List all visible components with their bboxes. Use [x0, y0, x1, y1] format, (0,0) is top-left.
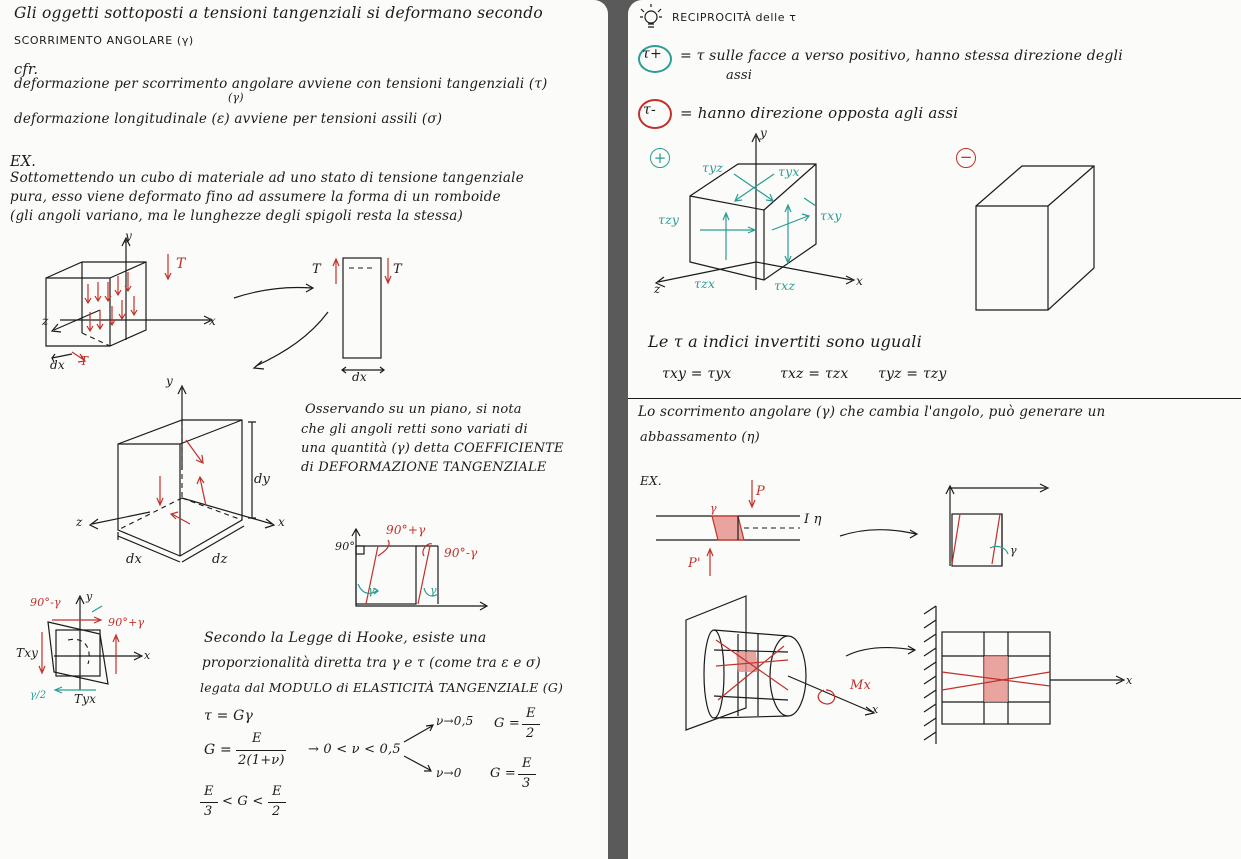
cube-tau-xz: τxz: [774, 278, 796, 293]
beam-p: P: [756, 484, 765, 499]
fig5-half-gamma: γ/2: [30, 690, 47, 701]
fig5-tau-yx: Tyx: [74, 692, 97, 706]
hooke-line-2: proporzionalità diretta tra γ e τ (come tra ε e σ): [202, 655, 541, 671]
fig3-axis-y: y: [166, 374, 173, 388]
fig5-tau-xy: Txy: [16, 646, 39, 660]
fig1-axis-z: z: [42, 314, 49, 328]
obs-line-2: che gli angoli retti sono variati di: [301, 422, 528, 437]
ex-label-right: EX.: [640, 474, 662, 488]
tau-minus-symbol: τ-: [643, 102, 656, 118]
fig4-angle-minus: 90°-γ: [444, 546, 478, 560]
formula-g-num: E: [252, 731, 262, 746]
fig3-dy: dy: [254, 472, 271, 487]
left-notebook-page: [0, 0, 608, 859]
bound-mid: < G <: [222, 794, 264, 809]
fig1-axis-x: x: [209, 314, 216, 328]
fig1-tau: T: [176, 256, 186, 272]
shaft-mx: Mx: [850, 678, 872, 693]
eq-1: τxy = τyx: [662, 366, 732, 382]
hooke-line-3: legata dal MODULO di ELASTICITÀ TANGENZIALE (G): [200, 680, 564, 695]
bound-bar-1: [200, 802, 218, 803]
fig3-axis-x: x: [278, 515, 285, 529]
tau-plus-symbol: τ+: [642, 46, 662, 62]
cfr-label: cfr.: [14, 62, 39, 78]
formula-upper-g: G =: [494, 716, 521, 731]
cube-axis-z: z: [654, 282, 661, 296]
formula-lower: ν→0: [436, 766, 462, 780]
cube-axis-y: y: [760, 126, 767, 140]
formula-tau: τ = Gγ: [204, 708, 254, 724]
cube-tau-yx: τyx: [778, 164, 800, 179]
right-notebook-page: [628, 0, 1241, 859]
formula-upper: ν→0,5: [436, 714, 474, 728]
ex-label: EX.: [10, 154, 37, 170]
slide-line-1: Lo scorrimento angolare (γ) che cambia l'angolo, può generare un: [638, 404, 1106, 420]
bound-num-2: E: [272, 784, 282, 799]
def-angolare-sub: (γ): [228, 91, 244, 104]
formula-lower-g: G =: [490, 766, 517, 781]
formula-lower-bar: [518, 774, 536, 775]
bound-den-2: 2: [272, 804, 281, 819]
minus-circle-icon: −: [956, 148, 976, 168]
tau-plus-text-2: assi: [726, 68, 753, 83]
beam-label: I η: [804, 512, 822, 527]
fig4-angle-90: 90°: [335, 540, 356, 553]
plus-circle-icon: +: [650, 148, 670, 168]
def-angolare: deformazione per scorrimento angolare avviene con tensioni tangenziali (τ): [14, 76, 548, 92]
fig5-axis-x: x: [144, 649, 151, 662]
cube-tau-zy: τzy: [658, 212, 680, 227]
fig2-tau-left: T: [312, 262, 321, 277]
formula-upper-bar: [522, 724, 540, 725]
formula-range: → 0 < ν < 0,5: [308, 742, 401, 757]
hooke-line-1: Secondo la Legge di Hooke, esiste una: [204, 630, 487, 646]
bound-num-1: E: [204, 784, 214, 799]
fig4-gamma-right: γ: [430, 584, 437, 597]
fig2-dx: dx: [352, 370, 367, 384]
intro-line-2: SCORRIMENTO ANGOLARE (γ): [14, 34, 194, 47]
fig1-dx: dx: [50, 358, 65, 372]
obs-line-4: di DEFORMAZIONE TANGENZIALE: [301, 460, 547, 475]
obs-line-3: una quantità (γ) detta COEFFICIENTE: [301, 441, 564, 456]
shaft-axis-x: x: [872, 703, 879, 716]
formula-upper-num: E: [526, 706, 536, 721]
intro-line-1: Gli oggetti sottoposti a tensioni tangenziali si deformano secondo: [14, 4, 543, 22]
formula-lower-num: E: [522, 756, 532, 771]
fig5-angle-plus: 90°+γ: [108, 616, 145, 629]
tau-minus-text: = hanno direzione opposta agli assi: [680, 104, 959, 122]
cube-tau-zx: τzx: [694, 276, 716, 291]
fig5-axis-y: y: [86, 590, 93, 603]
beam-gamma: γ: [710, 502, 717, 515]
fig2-tau-right: T: [393, 262, 402, 277]
formula-lower-den: 3: [522, 776, 531, 791]
equal-line: Le τ a indici invertiti sono uguali: [648, 332, 922, 351]
shaft-right-axis-x: x: [1126, 674, 1133, 687]
fig1-tau-small: T: [80, 354, 89, 368]
ex-line-2: pura, esso viene deformato fino ad assumere la forma di un romboide: [10, 189, 501, 205]
fig3-axis-z: z: [76, 515, 83, 529]
obs-line-1: Osservando su un piano, si nota: [305, 402, 522, 417]
cube-tau-yz: τyz: [702, 160, 724, 175]
fig1-axis-y: y: [125, 229, 132, 243]
tau-plus-text: = τ sulle facce a verso positivo, hanno stessa direzione degli: [680, 48, 1123, 64]
bound-den-1: 3: [204, 804, 213, 819]
cube-tau-xy: τxy: [820, 208, 842, 223]
bound-bar-2: [268, 802, 286, 803]
eq-2: τxz = τzx: [780, 366, 849, 382]
fig4-gamma-left: γ: [368, 584, 375, 597]
slide-line-2: abbassamento (η): [640, 430, 760, 445]
fig-shaft-torsion: [628, 0, 1241, 859]
formula-g-den: 2(1+ν): [238, 753, 285, 768]
ex-line-1: Sottomettendo un cubo di materiale ad uno stato di tensione tangenziale: [10, 170, 524, 186]
eq-3: τyz = τzy: [878, 366, 947, 382]
fig4-angle-plus: 90°+γ: [386, 523, 426, 537]
fig3-dx: dx: [126, 552, 143, 567]
fig3-dz: dz: [212, 552, 228, 567]
cube-axis-x: x: [856, 274, 863, 288]
beam-right-gamma: γ: [1010, 544, 1017, 557]
reciprocita-title: RECIPROCITÀ delle τ: [672, 11, 797, 24]
ex-line-3: (gli angoli variano, ma le lunghezze degli spigoli resta la stessa): [10, 208, 463, 224]
def-longitudinale: deformazione longitudinale (ε) avviene per tensioni assili (σ): [14, 111, 443, 127]
beam-p-prime: P': [688, 556, 701, 571]
fig5-angle-minus: 90°-γ: [30, 596, 61, 609]
formula-g-lhs: G =: [204, 742, 232, 758]
formula-upper-den: 2: [526, 726, 535, 741]
